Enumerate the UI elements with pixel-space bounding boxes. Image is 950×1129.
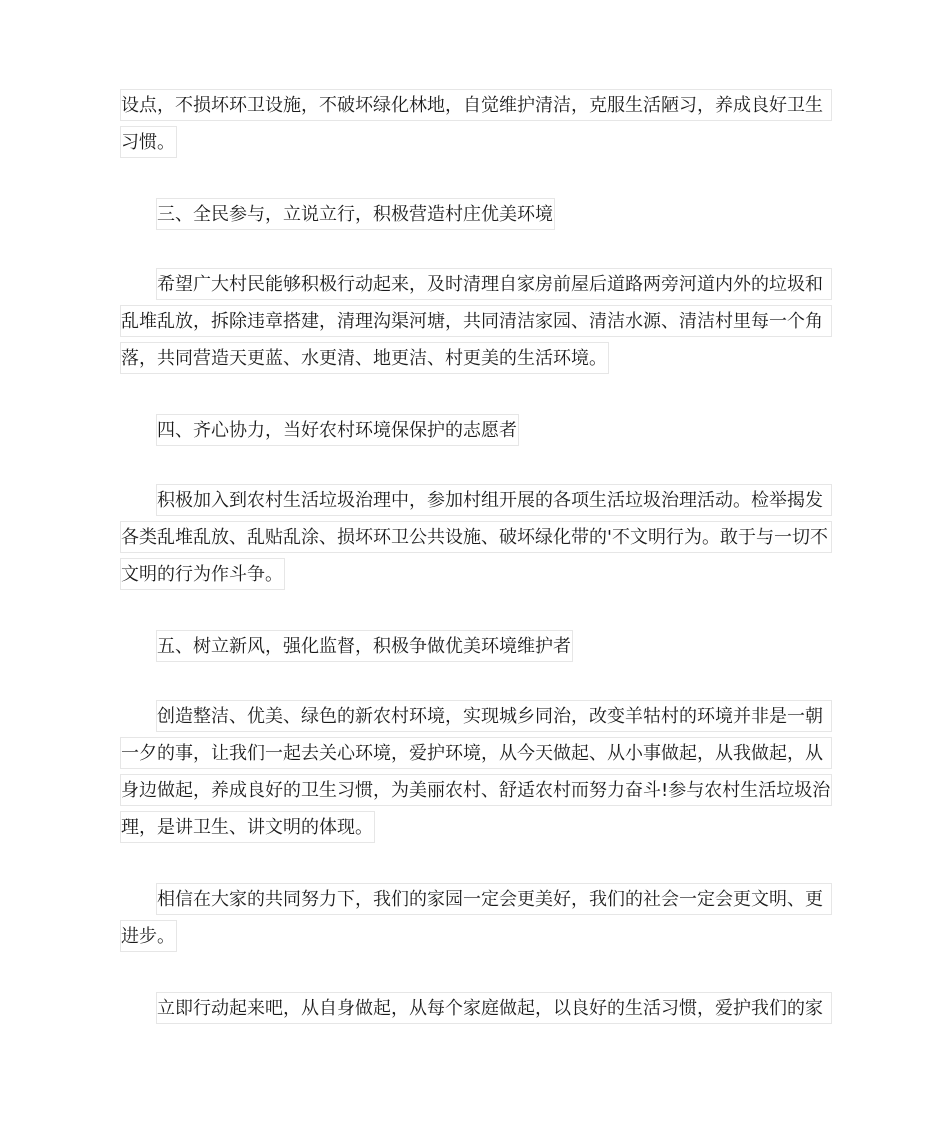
body-paragraph: [120, 89, 832, 163]
line-text: 进步。: [120, 920, 177, 952]
text-line: [120, 883, 832, 920]
line-text: 立即行动起来吧，从自身做起，从每个家庭做起，以良好的生活习惯，爱护我们的家: [156, 992, 832, 1024]
text-line: [120, 126, 832, 163]
line-text: 相信在大家的共同努力下，我们的家园一定会更美好，我们的社会一定会更文明、更: [156, 883, 832, 915]
section-heading: [120, 198, 832, 235]
text-line: [120, 484, 832, 521]
text-line: [120, 198, 832, 235]
text-line: [120, 992, 832, 1029]
section-heading: [120, 414, 832, 451]
text-line: [120, 268, 832, 305]
body-paragraph: [120, 268, 832, 379]
line-text: 设点，不损坏环卫设施，不破坏绿化林地，自觉维护清洁，克服生活陋习，养成良好卫生: [120, 89, 832, 121]
text-line: [120, 305, 832, 342]
text-line: [120, 630, 832, 667]
line-text: 身边做起，养成良好的卫生习惯，为美丽农村、舒适农村而努力奋斗!参与农村生活垃圾治: [120, 774, 832, 806]
text-line: [120, 89, 832, 126]
line-text: 乱堆乱放，拆除违章搭建，清理沟渠河塘，共同清洁家园、清洁水源、清洁村里每一个角: [120, 305, 832, 337]
line-text: 积极加入到农村生活垃圾治理中，参加村组开展的各项生活垃圾治理活动。检举揭发: [156, 484, 832, 516]
line-text: 落，共同营造天更蓝、水更清、地更洁、村更美的生活环境。: [120, 342, 609, 374]
body-paragraph: [120, 883, 832, 957]
heading-text: 三、全民参与，立说立行，积极营造村庄优美环境: [156, 198, 555, 230]
heading-text: 四、齐心协力，当好农村环境保保护的志愿者: [156, 414, 519, 446]
text-line: [120, 811, 832, 848]
section-heading: [120, 630, 832, 667]
text-line: [120, 774, 832, 811]
text-line: [120, 700, 832, 737]
text-line: [120, 737, 832, 774]
heading-text: 五、树立新风，强化监督，积极争做优美环境维护者: [156, 630, 573, 662]
line-text: 创造整洁、优美、绿色的新农村环境，实现城乡同治，改变羊牯村的环境并非是一朝: [156, 700, 832, 732]
text-line: [120, 414, 832, 451]
body-paragraph: [120, 992, 832, 1029]
line-text: 各类乱堆乱放、乱贴乱涂、损坏环卫公共设施、破坏绿化带的'不文明行为。敢于与一切不: [120, 521, 832, 553]
text-line: [120, 521, 832, 558]
body-paragraph: [120, 700, 832, 848]
line-text: 习惯。: [120, 126, 177, 158]
line-text: 一夕的事，让我们一起去关心环境，爱护环境，从今天做起、从小事做起，从我做起，从: [120, 737, 832, 769]
line-text: 理，是讲卫生、讲文明的体现。: [120, 811, 375, 843]
text-line: [120, 920, 832, 957]
text-line: [120, 342, 832, 379]
text-line: [120, 558, 832, 595]
line-text: 希望广大村民能够积极行动起来，及时清理自家房前屋后道路两旁河道内外的垃圾和: [156, 268, 832, 300]
line-text: 文明的行为作斗争。: [120, 558, 285, 590]
body-paragraph: [120, 484, 832, 595]
